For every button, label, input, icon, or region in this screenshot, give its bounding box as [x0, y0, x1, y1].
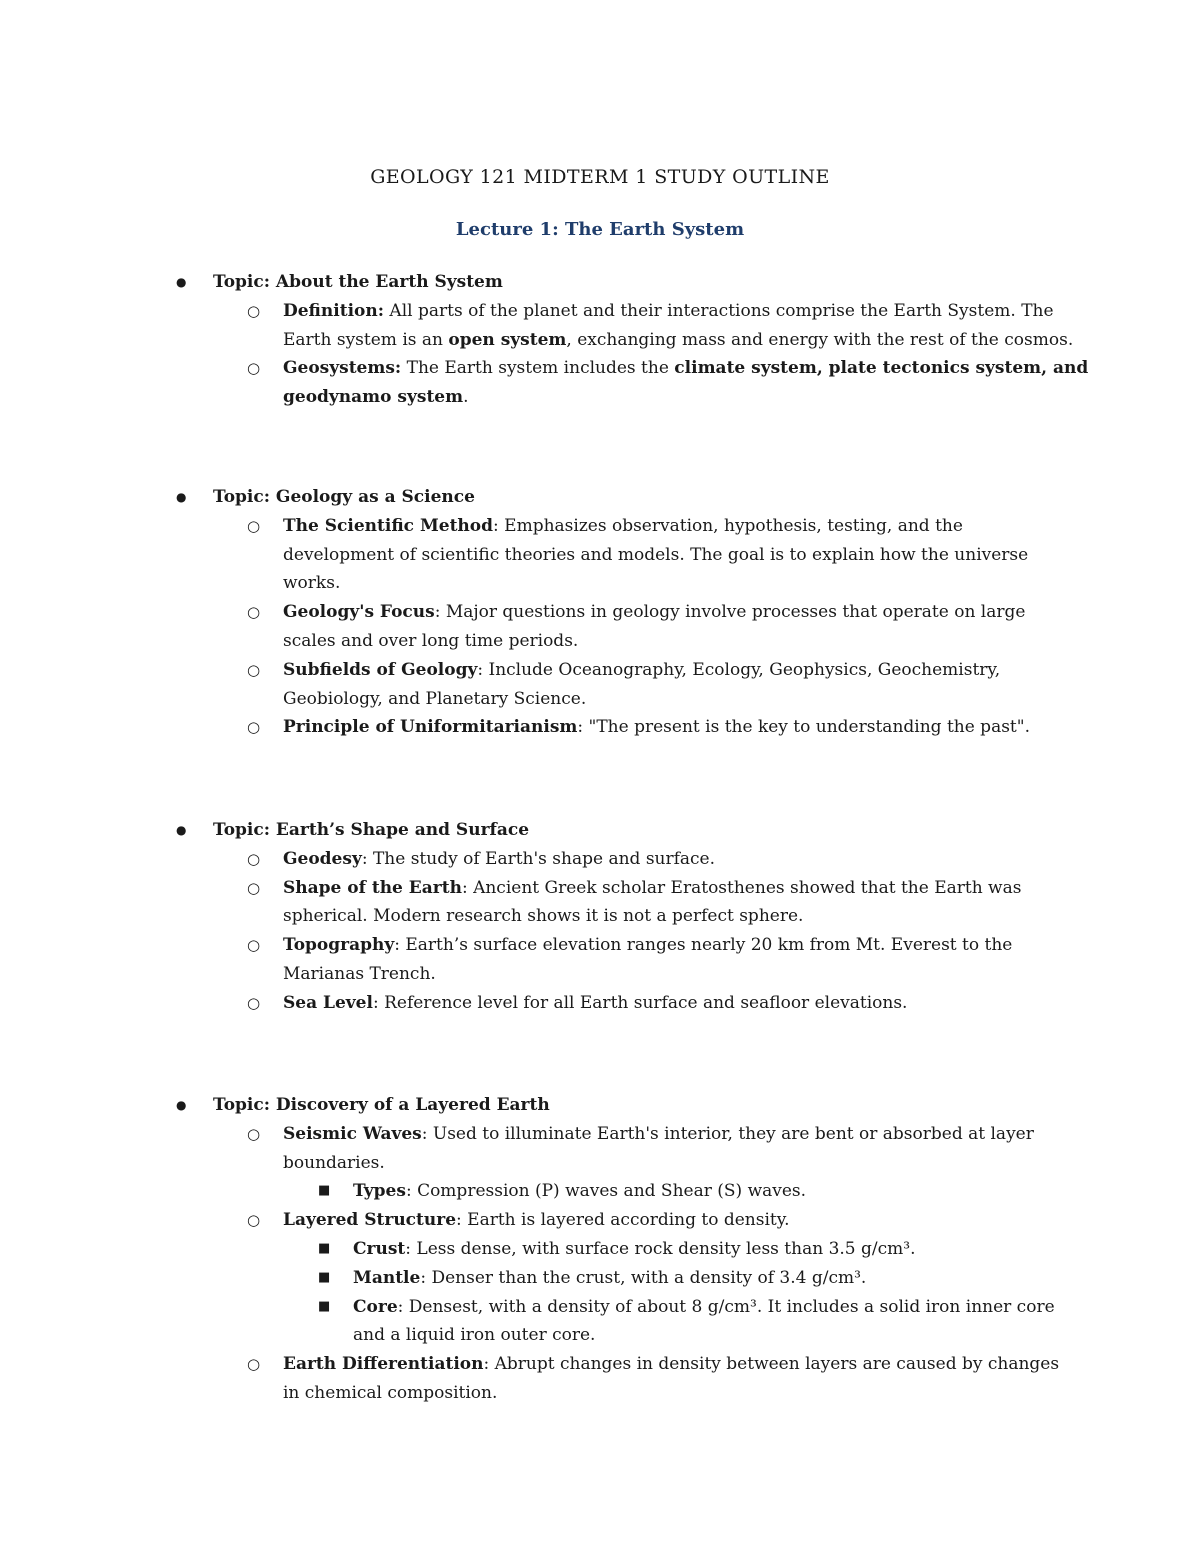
bullet-hollow-circle-icon: ○ — [247, 718, 261, 737]
item-text: All parts of the planet and their interactions comprise the Earth System. The — [384, 300, 1054, 321]
item-text: : Earth’s surface elevation ranges nearly 20 km from Mt. Everest to the — [394, 935, 1013, 956]
list-item — [0, 656, 1200, 685]
item-term: Topography — [283, 935, 395, 956]
bullet-hollow-circle-icon: ○ — [247, 878, 261, 897]
item-term: Layered Structure — [283, 1210, 457, 1231]
list-item-continuation — [0, 383, 1200, 412]
list-item-continuation: boundaries. — [283, 1152, 385, 1173]
list-item-continuation: spherical. Modern research shows it is not a perfect sphere. — [283, 906, 804, 927]
item-term: Mantle — [353, 1267, 421, 1288]
topic-heading: Topic: Geology as a Science — [213, 487, 475, 507]
bullet-square-icon: ■ — [318, 1183, 331, 1199]
bullet-hollow-circle-icon: ○ — [247, 1355, 261, 1374]
item-text: The Earth system includes the — [401, 358, 675, 379]
item-term: Core — [353, 1296, 398, 1317]
sub-list-item — [0, 1293, 1200, 1322]
list-item-continuation — [0, 326, 1200, 355]
item-emphasis: geodynamo system — [283, 387, 464, 408]
topic-heading-line — [0, 1091, 1200, 1120]
topic-heading: Topic: Discovery of a Layered Earth — [213, 1095, 550, 1115]
bullet-square-icon: ■ — [318, 1240, 331, 1256]
bullet-square-icon: ■ — [318, 1269, 331, 1285]
item-emphasis: open system — [448, 329, 567, 350]
topic-heading-line — [0, 483, 1200, 512]
topic-heading: Topic: Earth’s Shape and Surface — [213, 820, 530, 840]
bullet-filled-circle-icon: ● — [176, 1098, 187, 1112]
bullet-hollow-circle-icon: ○ — [247, 301, 261, 320]
topic-heading-line — [0, 816, 1200, 845]
item-term: Types — [353, 1181, 406, 1202]
item-text: , exchanging mass and energy with the rest of the cosmos. — [566, 329, 1074, 350]
topic-heading: Topic: About the Earth System — [213, 272, 503, 292]
list-item-continuation: development of scientific theories and models. The goal is to explain how the universe — [283, 544, 1029, 565]
item-text: : The study of Earth's shape and surface. — [361, 848, 716, 869]
item-text: : Abrupt changes in density between layers are caused by changes — [483, 1354, 1060, 1375]
list-item-continuation: in chemical composition. — [283, 1382, 498, 1403]
bullet-hollow-circle-icon: ○ — [247, 936, 261, 955]
list-item — [0, 1350, 1200, 1379]
item-text: : Compression (P) waves and Shear (S) waves. — [405, 1181, 807, 1202]
item-term: Geology's Focus — [283, 602, 435, 623]
list-item — [0, 1120, 1200, 1149]
bullet-hollow-circle-icon: ○ — [247, 660, 261, 679]
item-term: Geodesy — [283, 848, 362, 869]
item-term: Earth Differentiation — [283, 1354, 484, 1375]
item-text: : Include Oceanography, Ecology, Geophysics, Geochemistry, — [477, 659, 1001, 680]
item-text: Earth system is an — [283, 329, 449, 350]
list-item — [0, 845, 1200, 874]
item-term: Shape of the Earth — [283, 877, 462, 898]
list-item-continuation: scales and over long time periods. — [283, 630, 579, 651]
bullet-hollow-circle-icon: ○ — [247, 516, 261, 535]
item-text: : Densest, with a density of about 8 g/cm³. It includes a solid iron inner core — [397, 1296, 1055, 1317]
item-term: The Scientific Method — [283, 515, 494, 536]
list-item — [0, 1206, 1200, 1235]
item-text: : Earth is layered according to density. — [456, 1210, 790, 1231]
topic-section — [0, 816, 1200, 1018]
sub-list-item — [0, 1235, 1200, 1264]
topic-section — [0, 483, 1200, 742]
list-item — [0, 874, 1200, 903]
list-item — [0, 931, 1200, 960]
list-item-continuation: works. — [283, 573, 341, 594]
item-term: Crust — [353, 1238, 406, 1259]
bullet-hollow-circle-icon: ○ — [247, 993, 261, 1012]
item-emphasis: climate system, plate tectonics system, and — [674, 358, 1089, 379]
bullet-filled-circle-icon: ● — [176, 490, 187, 504]
bullet-filled-circle-icon: ● — [176, 823, 187, 837]
list-item — [0, 512, 1200, 541]
sub-list-item — [0, 1177, 1200, 1206]
document-title: GEOLOGY 121 MIDTERM 1 STUDY OUTLINE — [370, 166, 830, 188]
bullet-hollow-circle-icon: ○ — [247, 849, 261, 868]
sub-list-item — [0, 1264, 1200, 1293]
item-term: Principle of Uniformitarianism — [283, 717, 578, 738]
list-item-continuation: Geobiology, and Planetary Science. — [283, 688, 587, 709]
list-item — [0, 713, 1200, 742]
list-item — [0, 598, 1200, 627]
list-item — [0, 297, 1200, 326]
item-text: : Denser than the crust, with a density of 3.4 g/cm³. — [420, 1267, 867, 1288]
bullet-square-icon: ■ — [318, 1298, 331, 1314]
item-text: : Ancient Greek scholar Eratosthenes showed that the Earth was — [461, 877, 1022, 898]
item-text: . — [463, 387, 469, 408]
list-item-continuation: Marianas Trench. — [283, 963, 436, 984]
item-text: : Used to illuminate Earth's interior, they are bent or absorbed at layer — [421, 1123, 1034, 1144]
item-term: Seismic Waves — [283, 1123, 422, 1144]
item-term: Subfields of Geology — [283, 659, 478, 680]
list-item — [0, 354, 1200, 383]
topic-section — [0, 1091, 1200, 1408]
list-item — [0, 989, 1200, 1018]
item-text: : Reference level for all Earth surface and seafloor elevations. — [372, 992, 908, 1013]
item-text: : Emphasizes observation, hypothesis, testing, and the — [493, 515, 963, 536]
item-term: Sea Level — [283, 992, 373, 1013]
item-text: : "The present is the key to understanding the past". — [577, 717, 1030, 738]
item-term: Geosystems: — [283, 358, 402, 379]
item-text: : Major questions in geology involve processes that operate on large — [434, 602, 1026, 623]
bullet-hollow-circle-icon: ○ — [247, 359, 261, 378]
item-text: : Less dense, with surface rock density less than 3.5 g/cm³. — [405, 1238, 916, 1259]
topic-section — [0, 268, 1200, 412]
sub-list-item-continuation: and a liquid iron outer core. — [353, 1325, 596, 1346]
bullet-filled-circle-icon: ● — [176, 275, 187, 289]
item-term: Definition: — [283, 300, 385, 321]
bullet-hollow-circle-icon: ○ — [247, 1124, 261, 1143]
bullet-hollow-circle-icon: ○ — [247, 603, 261, 622]
bullet-hollow-circle-icon: ○ — [247, 1211, 261, 1230]
topic-heading-line — [0, 268, 1200, 297]
lecture-heading: Lecture 1: The Earth System — [455, 219, 745, 240]
